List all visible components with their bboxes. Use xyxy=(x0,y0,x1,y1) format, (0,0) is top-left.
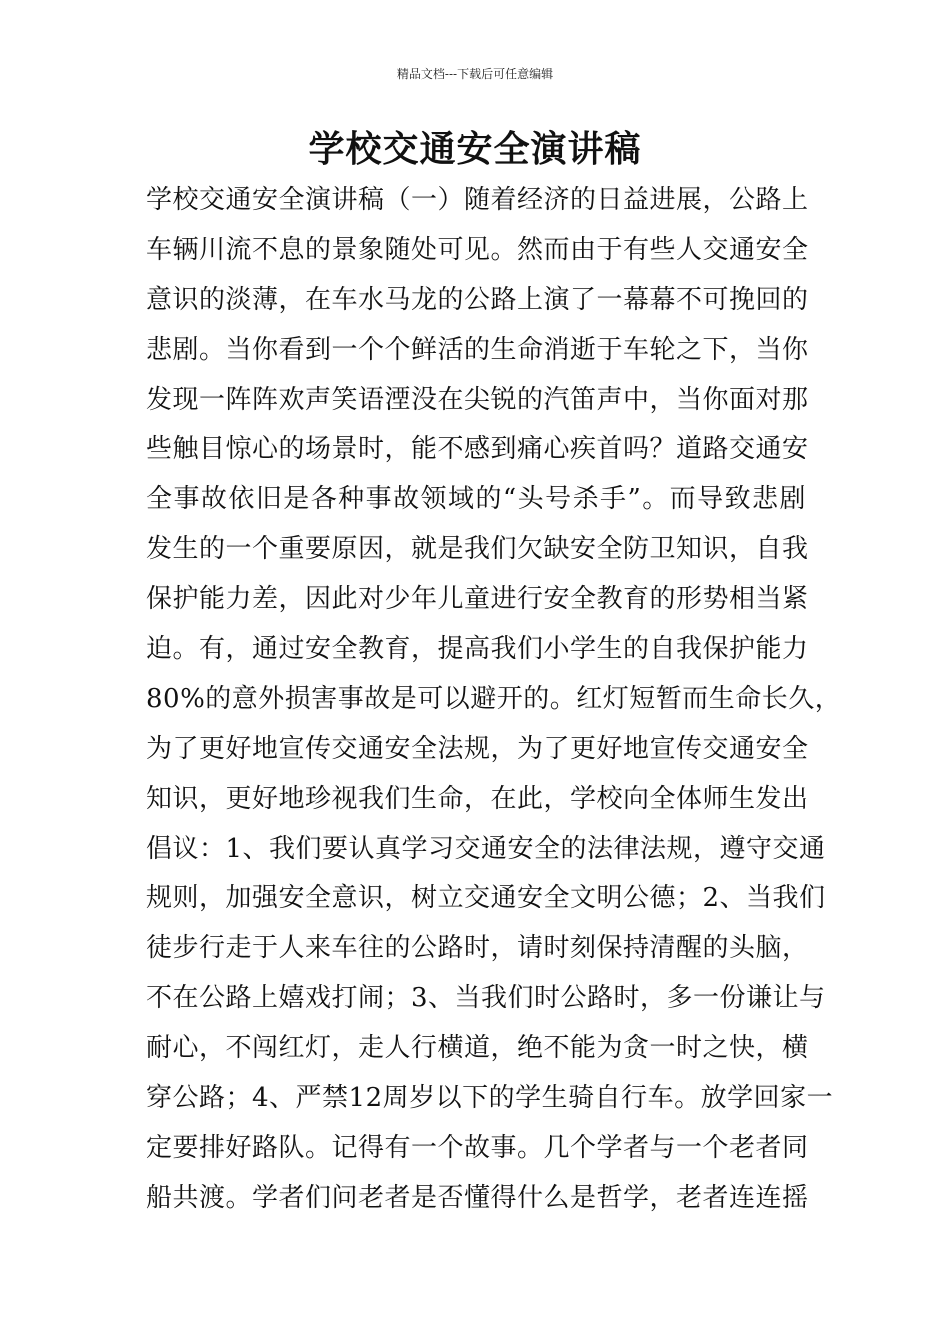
body-line: 迫。有，通过安全教育，提高我们小学生的自我保护能力 xyxy=(146,634,809,665)
body-line: 全事故依旧是各种事故领域的“头号杀手”。而导致悲剧 xyxy=(146,484,806,515)
body-line: 为了更好地宣传交通安全法规，为了更好地宣传交通安全 xyxy=(146,733,809,764)
body-line: 悲剧。当你看到一个个鲜活的生命消逝于车轮之下，当你 xyxy=(146,334,809,365)
body-line: 车辆川流不息的景象随处可见。然而由于有些人交通安全 xyxy=(146,234,809,265)
body-line: 穿公路；4、严禁12周岁以下的学生骑自行车。放学回家一 xyxy=(146,1083,834,1114)
body-line: 规则，加强安全意识，树立交通安全文明公德；2、当我们 xyxy=(146,883,826,914)
body-line: 学校交通安全演讲稿（一）随着经济的日益进展，公路上 xyxy=(146,185,809,215)
body-line: 船共渡。学者们问老者是否懂得什么是哲学，老者连连摇 xyxy=(146,1182,809,1213)
body-line: 意识的淡薄，在车水马龙的公路上演了一幕幕不可挽回的 xyxy=(146,284,809,315)
body-line: 定要排好路队。记得有一个故事。几个学者与一个老者同 xyxy=(146,1132,809,1163)
body-line: 耐心，不闯红灯，走人行横道，绝不能为贪一时之快，横 xyxy=(146,1033,809,1064)
body-line: 80%的意外损害事故是可以避开的。红灯短暂而生命长久， xyxy=(146,683,842,714)
header-note: 精品文档---下载后可任意编辑 xyxy=(396,67,554,81)
body-line: 徒步行走于人来车往的公路时，请时刻保持清醒的头脑， xyxy=(146,933,809,964)
document-body xyxy=(146,176,842,1224)
body-line: 知识，更好地珍视我们生命，在此，学校向全体师生发出 xyxy=(146,783,809,814)
body-line: 发现一阵阵欢声笑语湮没在尖锐的汽笛声中，当你面对那 xyxy=(146,384,809,415)
body-line: 倡议：1、我们要认真学习交通安全的法律法规，遵守交通 xyxy=(146,833,826,864)
body-line: 不在公路上嬉戏打闹；3、当我们时公路时，多一份谦让与 xyxy=(146,983,826,1014)
document-title: 学校交通安全演讲稿 xyxy=(308,129,642,170)
body-line: 些触目惊心的场景时，能不感到痛心疾首吗？道路交通安 xyxy=(146,434,809,465)
body-line: 保护能力差，因此对少年儿童进行安全教育的形势相当紧 xyxy=(146,584,809,615)
body-line: 发生的一个重要原因，就是我们欠缺安全防卫知识，自我 xyxy=(146,534,809,565)
